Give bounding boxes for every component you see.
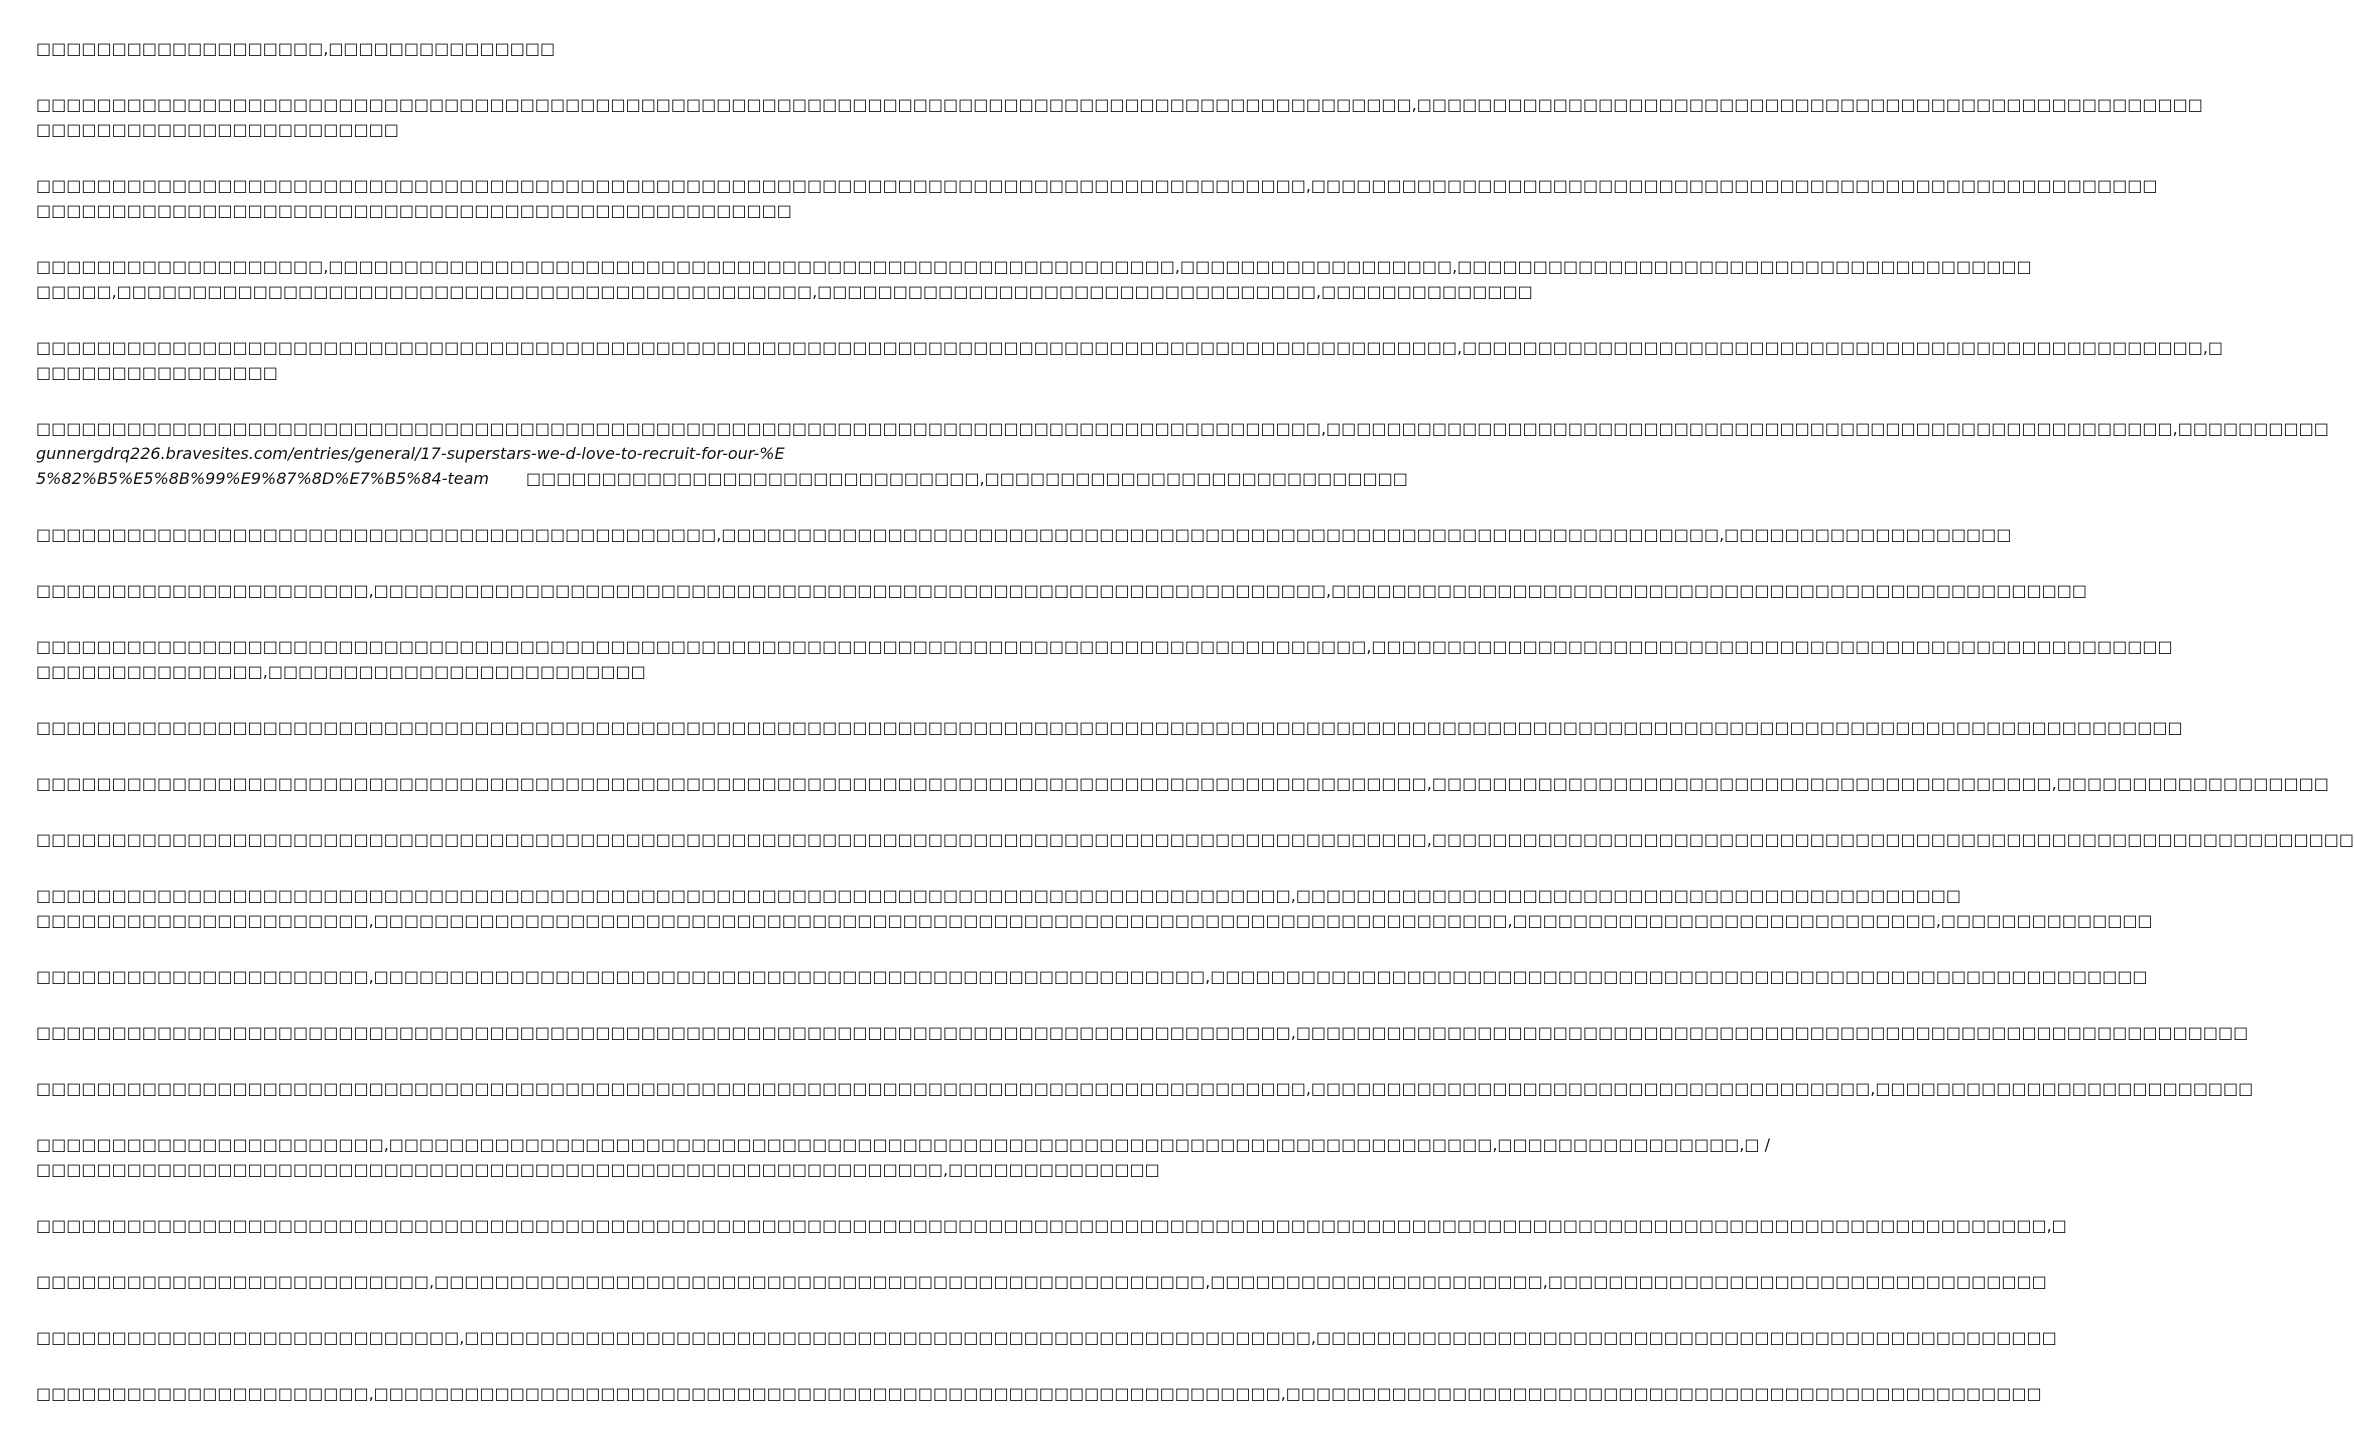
paragraph-line: □□□□□□□□□□□□□□□□□□□,□□□□□□□□□□□□□□□ [36,39,556,58]
paragraph-line: □□□□□□□□□□□□□□□□□□□□□□,□□□□□□□□□□□□□□□□□□□□□□□□□□□□□□□□□□□□□□□□□□□□□□□□□□□□□□□□□□□□□□□□□□□□□□□□□□□,□□□□□□□□□□□□□□□□□□□□□□□□□□□□,□□□□□□□□□□□□□□ [36,911,2153,930]
paragraph-line: □□□□□□□□□□□□□□□□□□□□□□,□□□□□□□□□□□□□□□□□□□□□□□□□□□□□□□□□□□□□□□□□□□□□□□□□□□□□□□,□□□□□□□□□□□□□□□□□□□□□□□□□□□□□□□□□□□□□□□□□□□□□□□□□□□□□□□□□□□□□□ [36,967,2148,986]
paragraph-line: □□□□□□□□□□□□□□□□□□□□□□□□□□□□□□□□□□□□□□□□□□□□□□□□□□□□□□□□□□□□□□□□□□□□□□□□□□□□□□□□□□□□,□□□□□□□□□□□□□□□□□□□□□□□□□□□□□□□□□□□□□,□□□□□□□□□□□□□□□□□□□□□□□□□ [36,1079,2254,1098]
body-paragraph [36,634,2173,684]
paragraph-line: □□□□□□□□□□□□□□□□□□□□□□□□□□□□□□□□□□□□□□□□□□□□□□□□□□□□□□□□□□□□□□□□□□□□□□□□□□□□□□□□□□□□□□□□□□□□,□□□□□□□□□□□□□□□□□□□□□□□□□□□□□□□□□□□□□□□□□□□□□□□□□□□□□□□□□□□□□ [36,830,2354,849]
paragraph-line: □□□□□□□□□□□□□□□□□□□□□□,□□□□□□□□□□□□□□□□□□□□□□□□□□□□□□□□□□□□□□□□□□□□□□□□□□□□□□□□□□□□□□□,□□□□□□□□□□□□□□□□□□□□□□□□□□□□□□□□□□□□□□□□□□□□□□□□□□ [36,581,2087,600]
body-paragraph [36,1132,1770,1182]
paragraph-line: □□□□□□□□□□□□□□□□□□□□□□□□□□□□□□□□□□□□□□□□□□□□□□□□□□□□□□□□□□□□□□□□□□□□□□□□□□□□□□□□□□□□□□□□□□□,□□□□□□□□□□□□□□□□□□□□□□□□□□□□□□□□□□□□□□□□□□□□□□□□□□□□ [36,95,2203,114]
body-paragraph [36,1325,2057,1350]
paragraph-line: □□□□□□□□□□□□□□□□□□□□□□□□□□□□□□□□□□□□□□□□□□□□□□□□□□□□□□□□□□□□□□□□□□□□□□□□□□□□□□□□□□□□□,□□□□□□□□□□□□□□□□□□□□□□□□□□□□□□□□□□□□□□□□□□□□□□□□□□□□□□□□,□□□□□□□□□□ [36,419,2329,438]
paragraph-line: □□□□□□□□□□□□□□□□□□□□□□□□□□□□□□□□□□□□□□□□□□□□□□□□□□□□□□□□□□□□□□□□□□□□□□□□□□□□□□□□□□□,□□□□□□□□□□□□□□□□□□□□□□□□□□□□□□□□□□□□□□□□□□□□ [36,886,1961,905]
paragraph-line: □□□□□□□□□□□□□□□□□□□□□□□□□□□□□□□□□□□□□□□□□□□□□□□□□□□□□□□□□□□□□□□□□□□□□□□□□□□□□□□□□□□□□□□□□□□□□□□□□□□□□□□□□□□□□□□□□□□□□□□□□□□□□□□□□□□□□,□ [36,1216,2067,1235]
paragraph-line: □□□□□□□□□□□□□□□□□□□□□□□□□□□□□□□□□□□□□□□□□□□□□□□□□□□□□□□□□□□□□□□□□□□□□□□□□□□□□□□□□□□□,□□□□□□□□□□□□□□□□□□□□□□□□□□□□□□□□□□□□□□□□□□□□□□□□□□□□□□□□ [36,176,2158,195]
body-paragraph [36,827,2354,852]
body-paragraph [36,254,2032,304]
paragraph-line: □□□□□□□□□□□□□□□□□□□□□□□□ [36,120,399,139]
paragraph-line: □□□□□□□□□□□□□□□□□□□□□□□□□□□□□□□□□□□□□□□□□□□□□,□□□□□□□□□□□□□□□□□□□□□□□□□□□□□□□□□□□□□□□□□□□□□□□□□□□□□□□□□□□□□□□□□□,□□□□□□□□□□□□□□□□□□□ [36,525,2012,544]
paragraph-line: □□□□□□□□□□□□□□□□□□□□□□□□□□□□□□□□□□□□□□□□□□□□□□□□□□□□□□□□□□□□□□□□□□□□□□□□□□□□□□□□□□□,□□□□□□□□□□□□□□□□□□□□□□□□□□□□□□□□□□□□□□□□□□□□□□□□□□□□□□□□□□□□□□□ [36,1023,2249,1042]
body-paragraph [36,173,2158,223]
paragraph-line: □□□□□□□□□□□□□□□□□□□□□□□□□□□□□□□□□□□□□□□□□□□□□□□□□□□□□□□□□□□□,□□□□□□□□□□□□□□ [36,1160,1160,1179]
body-paragraph [36,335,2224,385]
paragraph-line: □□□□□□□□□□□□□□□□□□□,□□□□□□□□□□□□□□□□□□□□□□□□□□□□□□□□□□□□□□□□□□□□□□□□□□□□□□□□,□□□□□□□□□□□□□□□□□□,□□□□□□□□□□□□□□□□□□□□□□□□□□□□□□□□□□□□□□ [36,257,2032,276]
body-paragraph [36,1269,2047,1294]
paragraph-line: □□□□□□□□□□□□□□□□□□□□□□□□□□□□□□□□□□□□□□□□□□□□□□□□□□□□□□□□□□□□□□□□□□□□□□□□□□□□□□□□□□□□□□□□□□□□□□,□□□□□□□□□□□□□□□□□□□□□□□□□□□□□□□□□□□□□□□□□□□□□□□□□,□ [36,338,2224,357]
body-paragraph [36,578,2087,603]
paragraph-line: □□□□□□□□□□□□□□□□□□□□□□□□□□,□□□□□□□□□□□□□□□□□□□□□□□□□□□□□□□□□□□□□□□□□□□□□□□□□□□,□□□□□□□□□□□□□□□□□□□□□□,□□□□□□□□□□□□□□□□□□□□□□□□□□□□□□□□□ [36,1272,2047,1291]
body-paragraph [36,883,2153,933]
paragraph-line: □□□□□□□□□□□□□□□□□□□□□□□□□□□□□□□□□□□□□□□□□□□□□□□□□□ [36,201,792,220]
inline-link[interactable]: gunnergdrq226.bravesites.com/entries/general/17-superstars-we-d-love-to-recruit-for-our-%E5%82%B5%E5%8B%99%E9%87%8D%E7%B5%84-team [36,444,785,488]
body-paragraph [36,1213,2067,1238]
body-paragraph [36,416,2329,516]
paragraph-line: □□□□□□□□□□□□□□□□□□□□□□□□□□□□□□□□□□□□□□□□□□□□□□□□□□□□□□□□□□□□□□□□□□□□□□□□□□□□□□□□□□□□□□□□,□□□□□□□□□□□□□□□□□□□□□□□□□□□□□□□□□□□□□□□□□□□□□□□□□□□□□ [36,637,2173,656]
paragraph-line: □□□□□□□□□□□□□□□□□□□□□□,□□□□□□□□□□□□□□□□□□□□□□□□□□□□□□□□□□□□□□□□□□□□□□□□□□□□□□□□□□□□,□□□□□□□□□□□□□□□□□□□□□□□□□□□□□□□□□□□□□□□□□□□□□□□□□□ [36,1384,2042,1403]
paragraph-line: □□□□□,□□□□□□□□□□□□□□□□□□□□□□□□□□□□□□□□□□□□□□□□□□□□□□,□□□□□□□□□□□□□□□□□□□□□□□□□□□□□□□□□,□□□□□□□□□□□□□□ [36,282,1533,301]
body-paragraph [36,1020,2249,1045]
paragraph-line: □□□□□□□□□□□□□□□□□□□□□□□,□□□□□□□□□□□□□□□□□□□□□□□□□□□□□□□□□□□□□□□□□□□□□□□□□□□□□□□□□□□□□□□□□□□□□□□□□,□□□□□□□□□□□□□□□□,□ / [36,1135,1770,1154]
body-paragraph [36,36,990,61]
body-paragraph [36,1381,2042,1406]
body-paragraph [36,964,2148,989]
paragraph-line: □□□□□□□□□□□□□□□□□□□□□□□□□□□□□□□□□□□□□□□□□□□□□□□□□□□□□□□□□□□□□□□□□□□□□□□□□□□□□□□□□□□□□□□□□□□□□□□□□□□□□□□□□□□□□□□□□□□□□□□□□□□□□□□□□□□□□□□□□□□□□□ [36,718,2183,737]
body-paragraph [36,92,2203,142]
paragraph-line: □□□□□□□□□□□□□□□□ [36,363,278,382]
paragraph-line: □□□□□□□□□□□□□□□,□□□□□□□□□□□□□□□□□□□□□□□□□ [36,662,646,681]
paragraph-line: □□□□□□□□□□□□□□□□□□□□□□□□□□□□,□□□□□□□□□□□□□□□□□□□□□□□□□□□□□□□□□□□□□□□□□□□□□□□□□□□□□□□□,□□□□□□□□□□□□□□□□□□□□□□□□□□□□□□□□□□□□□□□□□□□□□□□□□ [36,1328,2057,1347]
body-paragraph [36,522,2012,547]
article-body [36,36,2354,1437]
body-paragraph [36,1076,2254,1101]
paragraph-line: □□□□□□□□□□□□□□□□□□□□□□□□□□□□□□□□□□□□□□□□□□□□□□□□□□□□□□□□□□□□□□□□□□□□□□□□□□□□□□□□□□□□□□□□□□□□,□□□□□□□□□□□□□□□□□□□□□□□□□□□□□□□□□□□□□□□□□,□□□□□□□□□□□□□□□□□□ [36,774,2329,793]
body-paragraph [36,715,2183,740]
body-paragraph [36,771,2329,796]
link-trailing-text: □□□□□□□□□□□□□□□□□□□□□□□□□□□□□□,□□□□□□□□□□□□□□□□□□□□□□□□□□□□ [526,469,1408,488]
